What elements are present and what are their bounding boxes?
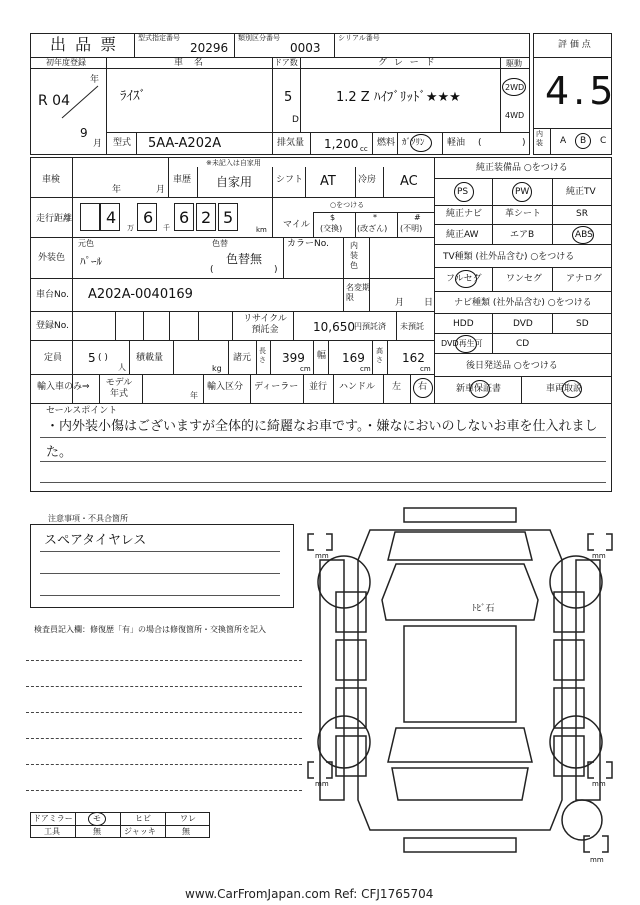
model-label: 型式	[113, 138, 132, 148]
dims-label: 諸元	[233, 353, 252, 363]
model-year-label: モデル年式	[105, 378, 133, 399]
handle-left: 左	[392, 382, 402, 392]
model-value: 5AA-A202A	[148, 136, 222, 151]
car-name: ﾗｲｽﾞ	[120, 89, 146, 104]
doors-value: 5	[284, 90, 293, 105]
equip-sr: SR	[576, 209, 588, 219]
color-change-value: 色替無	[226, 252, 263, 266]
mm-rl: mm	[315, 780, 329, 788]
fuel-gasoline: ｶﾞｿﾘﾝ	[402, 138, 425, 148]
notes-line1: スペアタイヤレス	[44, 533, 147, 548]
import-label: 輸入車のみ⇒	[37, 382, 90, 392]
mileage-circle-note: ○をつける	[330, 201, 365, 209]
later-manual-circle	[562, 380, 582, 398]
interior-label: 内装	[536, 130, 543, 147]
equip-airbag: エアB	[510, 230, 535, 240]
mileage-digit-1: 4	[106, 208, 117, 227]
interior-c: C	[600, 136, 607, 146]
mileage-exchange: (交換)	[320, 224, 343, 233]
doors-label: ドア数	[274, 58, 298, 67]
recycle-label: リサイクル預託金	[243, 314, 287, 335]
footer-watermark: www.CarFromJapan.com Ref: CFJ1765704	[185, 887, 434, 901]
score-label: 評 価 点	[558, 40, 591, 50]
form-title: 出 品 票	[50, 35, 119, 54]
interior-a: A	[560, 136, 567, 146]
equip-ps-circle	[454, 182, 474, 202]
tv-fullseg-circle	[455, 270, 477, 288]
drive-label: 駆動	[506, 59, 522, 68]
sales-point-line1: ・内外装小傷はございますが全体的に綺麗なお車です。・嫌なにおいのしないお車を仕入れまし	[46, 419, 598, 434]
nav-dvd: DVD	[513, 319, 533, 329]
registration-label: 登録No.	[36, 321, 69, 331]
handle-right-circle	[413, 378, 433, 398]
interior-b-circle	[575, 133, 591, 149]
height-value: 162	[402, 351, 425, 365]
acc-jack-value: 無	[182, 827, 190, 836]
equip-aw: 純正AW	[446, 230, 479, 240]
fuel-label: 燃料	[377, 138, 396, 148]
fuel-diesel: 軽油	[447, 138, 466, 148]
ac-label: 冷房	[358, 175, 377, 185]
name-change-label: 名変期限	[346, 283, 370, 302]
equip-nav: 純正ナビ	[446, 209, 483, 219]
reg-slash	[60, 84, 100, 120]
tv-analog: アナログ	[566, 274, 603, 284]
mm-fr: mm	[592, 552, 606, 560]
color-no-label: カラーNo.	[287, 239, 329, 249]
equip-leather: 革シート	[505, 209, 542, 219]
equip-abs-circle	[572, 226, 594, 244]
chassis-label: 車台No.	[36, 290, 69, 300]
windshield-note: ﾄﾋﾞ石	[472, 604, 495, 614]
tv-oneseg: ワンセグ	[506, 274, 543, 284]
nav-title: ナビ種類 (社外品含む) ○をつける	[454, 298, 592, 308]
capacity-label: 定員	[44, 353, 63, 363]
inspector-label: 検査員記入欄：修復歴「有」の場合は修復箇所・交換箇所を記入	[34, 625, 266, 634]
class-no: 0003	[290, 41, 321, 55]
equip-abs: ABS	[575, 230, 593, 240]
recycle-unpaid: 未預託	[400, 322, 424, 331]
score-value: 4.5	[545, 69, 618, 113]
drive-2wd-circle	[502, 78, 526, 96]
acc-mirror-label: ドアミラー	[33, 814, 73, 823]
shift-value: AT	[320, 174, 336, 189]
type-cert-no: 20296	[190, 41, 229, 55]
equip-pw-circle	[512, 182, 532, 202]
mm-rr: mm	[592, 780, 606, 788]
door-type: D	[292, 115, 299, 125]
ac-value: AC	[400, 174, 418, 189]
car-name-label: 車 名	[174, 58, 207, 68]
displacement-label: 排気量	[277, 138, 305, 148]
interior-color-label: 内装色	[350, 241, 358, 270]
later-title: 後日発送品 ○をつける	[466, 361, 558, 371]
history-label: 車歴	[173, 175, 192, 185]
sales-point-line2: た。	[46, 445, 73, 460]
capacity-value: 5	[88, 351, 96, 365]
mileage-unknown: (不明)	[400, 224, 423, 233]
handle-right: 右	[418, 382, 428, 392]
import-parallel: 並行	[309, 382, 328, 392]
chassis-value: A202A-0040169	[88, 287, 193, 302]
nav-dvd-play-circle	[455, 335, 477, 353]
sales-point-label: セールスポイント	[46, 406, 118, 416]
mileage-digit-3: 6	[179, 208, 190, 227]
first-reg-month: 9	[80, 126, 88, 140]
grade-label: グ レ ー ド	[378, 58, 437, 68]
width-value: 169	[342, 351, 365, 365]
load-label: 積載量	[136, 353, 164, 363]
later-warranty-circle	[470, 380, 490, 398]
equipment-title: 純正装備品 ○をつける	[476, 163, 568, 173]
recycle-value: 10,650	[313, 320, 355, 334]
fuel-gasoline-circle	[410, 134, 432, 152]
displacement-value: 1,200	[324, 137, 359, 151]
color-orig-value: ﾊﾟｰﾙ	[80, 255, 102, 268]
nav-sd: SD	[576, 319, 589, 329]
mm-fl: mm	[315, 552, 329, 560]
acc-tools-label: 工具	[44, 827, 60, 836]
nav-hdd: HDD	[453, 319, 474, 329]
class-label: 類別区分番号	[238, 34, 280, 42]
first-reg-year: R 04	[38, 93, 70, 109]
mm-spare: mm	[590, 856, 604, 864]
inspection-label: 車検	[42, 175, 61, 185]
handle-label: ハンドル	[339, 382, 376, 392]
color-label: 外装色	[38, 253, 66, 263]
import-dealer: ディーラー	[254, 382, 299, 392]
acc-tools-value: 無	[93, 827, 101, 836]
notes-label: 注意事項・不具合箇所	[48, 514, 128, 523]
acc-break-label: ワレ	[180, 814, 196, 823]
drive-2wd: 2WD	[505, 83, 525, 92]
type-cert-label: 型式指定番号	[138, 34, 180, 42]
acc-crack-label: ヒビ	[135, 814, 151, 823]
nav-cd: CD	[516, 339, 530, 349]
history-note: ※未記入は自家用	[206, 159, 261, 167]
interior-b: B	[580, 136, 587, 146]
length-value: 399	[282, 351, 305, 365]
later-warranty: 新車保証書	[456, 384, 502, 394]
equip-ps: PS	[457, 187, 469, 197]
mileage-label: 走行距離	[36, 214, 73, 224]
tv-title: TV種類 (社外品含む) ○をつける	[443, 252, 575, 262]
car-diagram	[300, 500, 620, 870]
drive-4wd: 4WD	[505, 111, 525, 120]
mileage-digit-5: 5	[223, 208, 234, 227]
history-value: 自家用	[216, 175, 253, 189]
mileage-digit-4: 2	[201, 208, 212, 227]
shift-label: シフト	[276, 175, 304, 185]
acc-mirror-circle	[88, 812, 106, 826]
mileage-tamper: (改ざん)	[357, 224, 388, 233]
grade-value: 1.2 Z ﾊｲﾌﾞﾘｯﾄﾞ★★★	[336, 90, 461, 105]
serial-label: シリアル番号	[338, 34, 380, 42]
tv-fullseg: フルセグ	[446, 274, 482, 284]
equip-tv: 純正TV	[566, 187, 596, 197]
mileage-digit-2: 6	[143, 208, 154, 227]
first-reg-label: 初年度登録	[46, 58, 86, 67]
nav-dvd-play: DVD再生可	[441, 339, 483, 348]
mile-label: マイル	[283, 220, 310, 230]
later-manual: 車両取説	[546, 384, 583, 394]
equip-pw: PW	[515, 187, 530, 197]
acc-jack-label: ジャッキ	[124, 827, 156, 836]
acc-mirror-value: モ	[93, 814, 101, 823]
import-class-label: 輸入区分	[207, 382, 244, 392]
